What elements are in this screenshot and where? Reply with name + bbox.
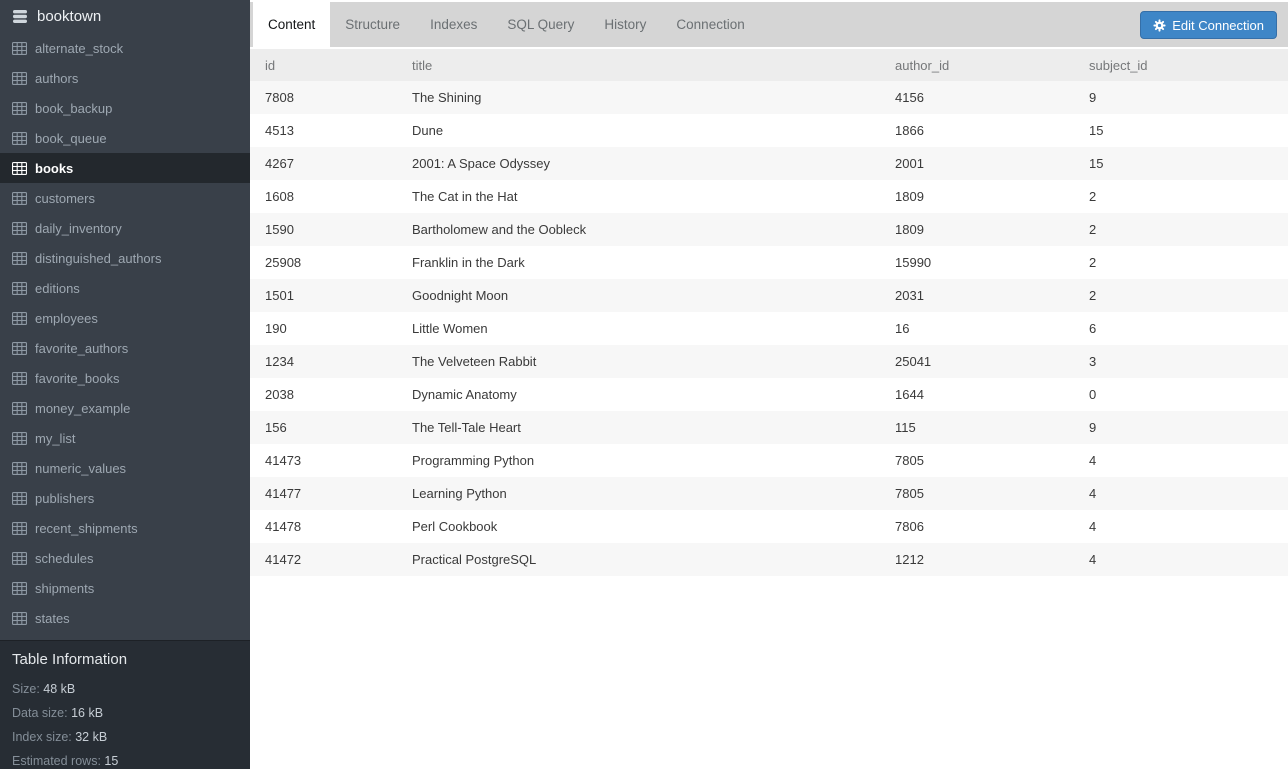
table-grid-icon — [12, 312, 27, 325]
table-grid-icon — [12, 72, 27, 85]
sidebar-item-book_queue[interactable] — [0, 123, 250, 153]
sidebar-table-label: shipments — [35, 580, 95, 596]
cell-title[interactable]: Practical PostgreSQL — [412, 552, 537, 567]
table-info-label: Data size: — [12, 706, 72, 720]
sidebar-table-label: numeric_values — [35, 460, 127, 476]
cell-subject-id[interactable]: 2 — [1089, 222, 1097, 237]
cell-id[interactable]: 156 — [265, 420, 287, 435]
cell-title[interactable]: Franklin in the Dark — [412, 255, 525, 270]
table-grid-icon — [12, 42, 27, 55]
table-grid-icon — [12, 222, 27, 235]
sidebar-item-shipments[interactable] — [0, 573, 250, 603]
column-header-title[interactable]: title — [412, 57, 433, 73]
sidebar-table-label: customers — [35, 190, 95, 206]
table-grid-icon — [12, 492, 27, 505]
table-info-row — [12, 725, 238, 749]
table-info-value: 16 kB — [71, 706, 104, 720]
sidebar-item-book_backup[interactable] — [0, 93, 250, 123]
table-grid-icon — [12, 252, 27, 265]
sidebar-table-label: my_list — [35, 430, 76, 446]
table-list — [0, 32, 250, 640]
cell-id[interactable]: 41477 — [265, 486, 302, 501]
cell-id[interactable]: 190 — [265, 321, 287, 336]
cell-author-id[interactable]: 7805 — [895, 486, 924, 501]
sidebar-table-label: authors — [35, 70, 79, 86]
table-info-row — [12, 677, 238, 701]
table-header-row[interactable] — [250, 49, 1288, 81]
table-grid-icon — [12, 132, 27, 145]
sidebar-item-books[interactable] — [0, 153, 250, 183]
sidebar-item-distinguished_authors[interactable] — [0, 243, 250, 273]
table-row[interactable] — [250, 411, 1288, 444]
cell-title[interactable]: The Cat in the Hat — [412, 189, 518, 204]
cell-id[interactable]: 41473 — [265, 453, 302, 468]
database-name: booktown — [37, 7, 102, 25]
table-grid-icon — [12, 462, 27, 475]
table-grid-icon — [12, 342, 27, 355]
cell-subject-id[interactable]: 15 — [1089, 123, 1104, 138]
cell-author-id[interactable]: 7805 — [895, 453, 924, 468]
cell-id[interactable]: 4513 — [265, 123, 294, 138]
cell-subject-id[interactable]: 9 — [1089, 420, 1097, 435]
table-info-label: Index size: — [12, 730, 76, 744]
tabs — [250, 0, 1288, 49]
sidebar-table-label: distinguished_authors — [35, 250, 162, 266]
cell-subject-id[interactable]: 3 — [1089, 354, 1097, 369]
database-icon — [12, 9, 28, 24]
table-info-value: 32 kB — [75, 730, 108, 744]
cell-title[interactable]: The Velveteen Rabbit — [412, 354, 537, 369]
table-row[interactable] — [250, 543, 1288, 576]
tab-bar — [250, 0, 1288, 49]
table-row[interactable] — [250, 345, 1288, 378]
sidebar-table-label: book_queue — [35, 130, 107, 146]
cell-subject-id[interactable]: 0 — [1089, 387, 1097, 402]
sidebar-table-label: recent_shipments — [35, 520, 138, 536]
sidebar-item-states[interactable] — [0, 603, 250, 633]
table-info-row — [12, 749, 238, 769]
cell-author-id[interactable]: 2031 — [895, 288, 924, 303]
table-grid-icon — [12, 522, 27, 535]
table-grid-icon — [12, 372, 27, 385]
table-row[interactable] — [250, 147, 1288, 180]
sidebar-item-alternate_stock[interactable] — [0, 33, 250, 63]
table-row[interactable] — [250, 246, 1288, 279]
cell-id[interactable]: 41472 — [265, 552, 302, 567]
table-row[interactable] — [250, 444, 1288, 477]
sidebar-table-label: favorite_authors — [35, 340, 129, 356]
cell-author-id[interactable]: 2001 — [895, 156, 924, 171]
cell-subject-id[interactable]: 6 — [1089, 321, 1097, 336]
cell-id[interactable]: 4267 — [265, 156, 294, 171]
table-row[interactable] — [250, 378, 1288, 411]
table-info-value: 48 kB — [43, 682, 76, 696]
table-row[interactable] — [250, 312, 1288, 345]
cell-author-id[interactable]: 1644 — [895, 387, 924, 402]
sidebar-table-label: money_example — [35, 400, 131, 416]
cell-id[interactable]: 2038 — [265, 387, 294, 402]
cell-author-id[interactable]: 115 — [895, 420, 916, 435]
cell-id[interactable]: 1590 — [265, 222, 294, 237]
table-grid-icon — [12, 282, 27, 295]
cell-author-id[interactable]: 1866 — [895, 123, 924, 138]
tab-connection[interactable]: Connection — [676, 17, 745, 32]
tab-sql-query[interactable]: SQL Query — [507, 17, 575, 32]
sidebar-table-label: daily_inventory — [35, 220, 122, 236]
table-row[interactable] — [250, 114, 1288, 147]
table-information-heading: Table Information — [12, 651, 128, 668]
cell-subject-id[interactable]: 9 — [1089, 90, 1097, 105]
cell-id[interactable]: 1234 — [265, 354, 294, 369]
sidebar-item-editions[interactable] — [0, 273, 250, 303]
cell-subject-id[interactable]: 4 — [1089, 486, 1097, 501]
sidebar-item-publishers[interactable] — [0, 483, 250, 513]
main-content — [250, 0, 1288, 769]
cell-subject-id[interactable]: 2 — [1089, 189, 1097, 204]
cell-subject-id[interactable]: 2 — [1089, 288, 1097, 303]
table-information-rows — [12, 677, 238, 769]
sidebar-database-row[interactable] — [0, 0, 250, 32]
sidebar-table-label: employees — [35, 310, 98, 326]
sidebar-item-customers[interactable] — [0, 183, 250, 213]
table-row[interactable] — [250, 81, 1288, 114]
cell-title[interactable]: 2001: A Space Odyssey — [412, 156, 551, 171]
cell-author-id[interactable]: 4156 — [895, 90, 924, 105]
cell-author-id[interactable]: 25041 — [895, 354, 932, 369]
sidebar-table-label: publishers — [35, 490, 95, 506]
sidebar-table-label: editions — [35, 280, 80, 296]
cell-title[interactable]: Perl Cookbook — [412, 519, 498, 534]
sidebar-table-label: schedules — [35, 550, 94, 566]
sidebar-item-daily_inventory[interactable] — [0, 213, 250, 243]
sidebar-table-label: alternate_stock — [35, 40, 124, 56]
edit-connection-button[interactable] — [1140, 11, 1277, 39]
sidebar-table-label: favorite_books — [35, 370, 120, 386]
table-grid-icon — [12, 192, 27, 205]
tab-history[interactable]: History — [604, 17, 647, 32]
cell-subject-id[interactable]: 15 — [1089, 156, 1104, 171]
tab-content[interactable]: Content — [253, 0, 330, 49]
sidebar-item-employees[interactable] — [0, 303, 250, 333]
sidebar-item-numeric_values[interactable] — [0, 453, 250, 483]
cell-id[interactable]: 1501 — [265, 288, 294, 303]
sidebar-item-favorite_books[interactable] — [0, 363, 250, 393]
cell-author-id[interactable]: 1809 — [895, 189, 924, 204]
sidebar-item-schedules[interactable] — [0, 543, 250, 573]
table-grid-icon — [12, 432, 27, 445]
sidebar-table-label: book_backup — [35, 100, 113, 116]
cell-title[interactable]: Dynamic Anatomy — [412, 387, 517, 402]
sidebar-item-my_list[interactable] — [0, 423, 250, 453]
table-grid-icon — [12, 162, 27, 175]
table-grid-icon — [12, 612, 27, 625]
cell-author-id[interactable]: 1809 — [895, 222, 924, 237]
tab-structure[interactable]: Structure — [345, 17, 401, 32]
table-info-label: Size: — [12, 682, 44, 696]
data-table — [250, 49, 1288, 769]
cell-title[interactable]: Little Women — [412, 321, 488, 336]
edit-connection-label: Edit Connection — [1172, 17, 1264, 33]
cell-subject-id[interactable]: 4 — [1089, 519, 1097, 534]
cell-title[interactable]: The Tell-Tale Heart — [412, 420, 521, 435]
cell-id[interactable]: 7808 — [265, 90, 294, 105]
table-grid-icon — [12, 552, 27, 565]
cell-title[interactable]: Bartholomew and the Oobleck — [412, 222, 587, 237]
table-row[interactable] — [250, 477, 1288, 510]
table-info-label: Estimated rows: — [12, 754, 105, 768]
cell-author-id[interactable]: 7806 — [895, 519, 924, 534]
cell-id[interactable]: 1608 — [265, 189, 294, 204]
sidebar-item-money_example[interactable] — [0, 393, 250, 423]
table-row[interactable] — [250, 279, 1288, 312]
sidebar — [0, 0, 250, 769]
cell-subject-id[interactable]: 2 — [1089, 255, 1097, 270]
cell-author-id[interactable]: 16 — [895, 321, 910, 336]
cell-author-id[interactable]: 15990 — [895, 255, 932, 270]
table-grid-icon — [12, 102, 27, 115]
cell-subject-id[interactable]: 4 — [1089, 552, 1097, 567]
sidebar-item-authors[interactable] — [0, 63, 250, 93]
cell-title[interactable]: Goodnight Moon — [412, 288, 509, 303]
table-information-panel — [0, 640, 250, 769]
sidebar-item-favorite_authors[interactable] — [0, 333, 250, 363]
cell-subject-id[interactable]: 4 — [1089, 453, 1097, 468]
cell-title[interactable]: Learning Python — [412, 486, 507, 501]
column-header-author_id[interactable]: author_id — [895, 57, 950, 73]
gear-icon — [1153, 19, 1166, 32]
cell-title[interactable]: Programming Python — [412, 453, 535, 468]
cell-title[interactable]: Dune — [412, 123, 444, 138]
cell-id[interactable]: 41478 — [265, 519, 302, 534]
tab-indexes[interactable]: Indexes — [430, 17, 478, 32]
table-row[interactable] — [250, 180, 1288, 213]
cell-author-id[interactable]: 1212 — [895, 552, 924, 567]
table-info-row — [12, 701, 238, 725]
table-grid-icon — [12, 582, 27, 595]
cell-id[interactable]: 25908 — [265, 255, 302, 270]
sidebar-table-label: books — [35, 160, 74, 176]
table-row[interactable] — [250, 213, 1288, 246]
sidebar-item-recent_shipments[interactable] — [0, 513, 250, 543]
sidebar-table-label: states — [35, 610, 70, 626]
table-grid-icon — [12, 402, 27, 415]
cell-title[interactable]: The Shining — [412, 90, 482, 105]
column-header-subject_id[interactable]: subject_id — [1089, 57, 1148, 73]
table-row[interactable] — [250, 510, 1288, 543]
column-header-id[interactable]: id — [265, 57, 276, 73]
table-info-value: 15 — [104, 754, 119, 768]
